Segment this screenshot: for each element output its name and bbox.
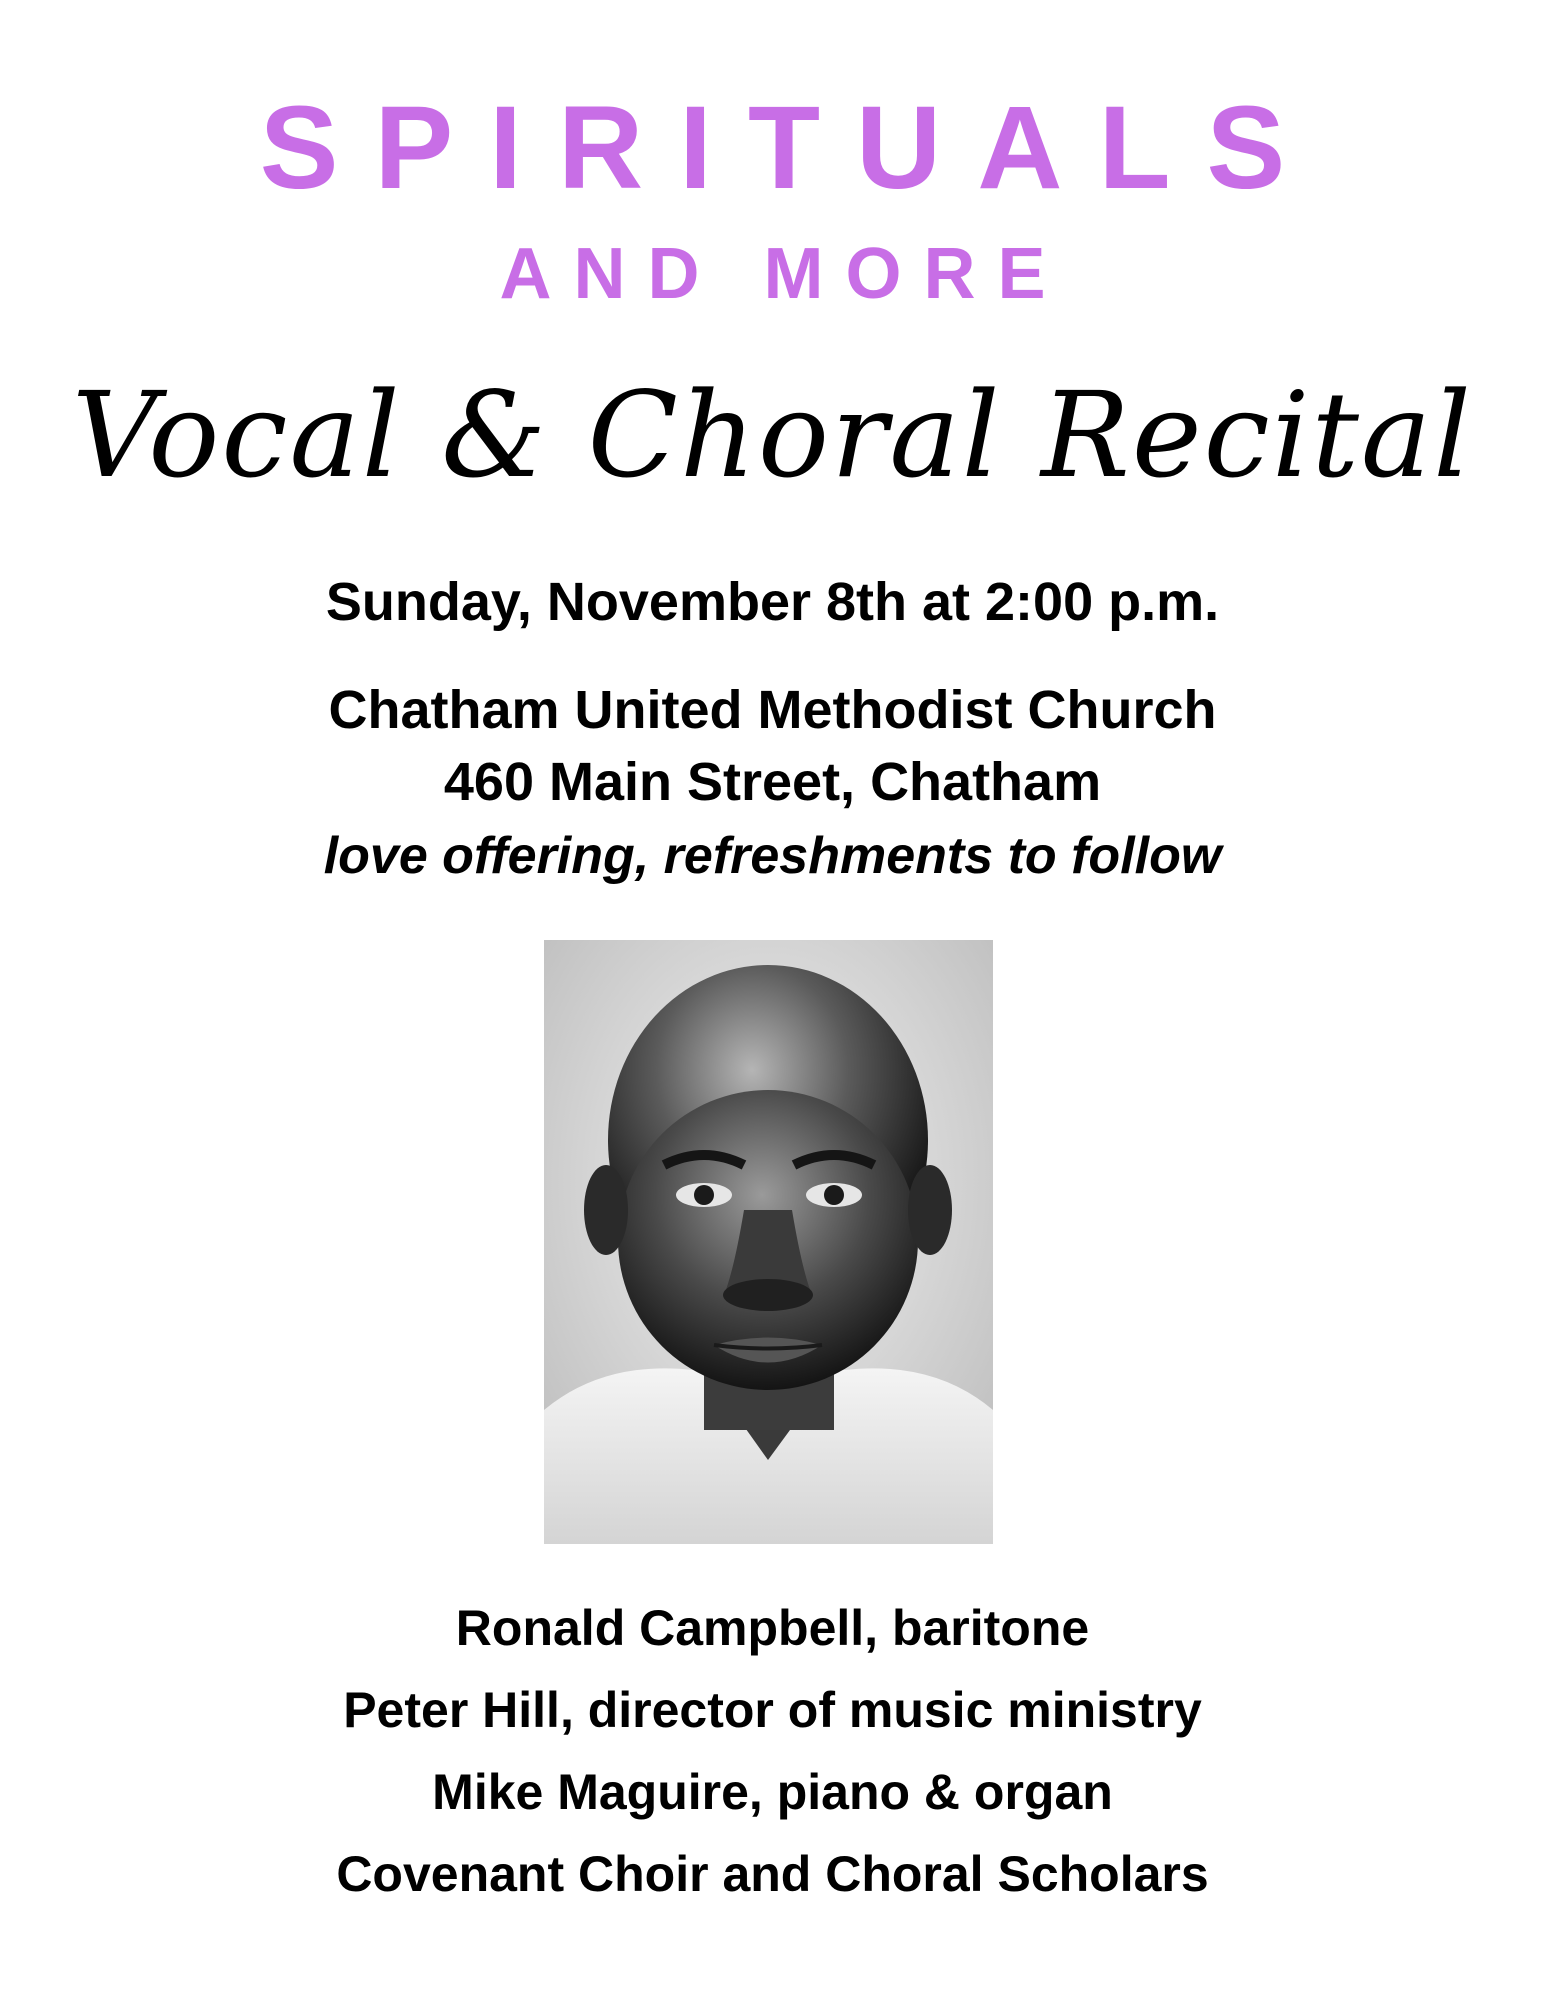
script-title: Vocal & Choral Recital (72, 366, 1473, 504)
portrait-illustration (544, 940, 993, 1544)
title-spirituals: SPIRITUALS (259, 82, 1322, 214)
event-address: 460 Main Street, Chatham (443, 752, 1102, 812)
performer-line-2: Peter Hill, director of music ministry (343, 1682, 1202, 1738)
performer-line-3: Mike Maguire, piano & organ (432, 1764, 1113, 1820)
event-note: love offering, refreshments to follow (323, 827, 1222, 885)
performer-line-4: Covenant Choir and Choral Scholars (336, 1846, 1209, 1902)
event-venue: Chatham United Methodist Church (328, 680, 1217, 740)
subtitle-and-more: AND MORE (499, 234, 1068, 314)
event-datetime: Sunday, November 8th at 2:00 p.m. (325, 572, 1220, 632)
performer-portrait-photo (544, 940, 993, 1544)
performer-line-1: Ronald Campbell, baritone (455, 1600, 1090, 1656)
